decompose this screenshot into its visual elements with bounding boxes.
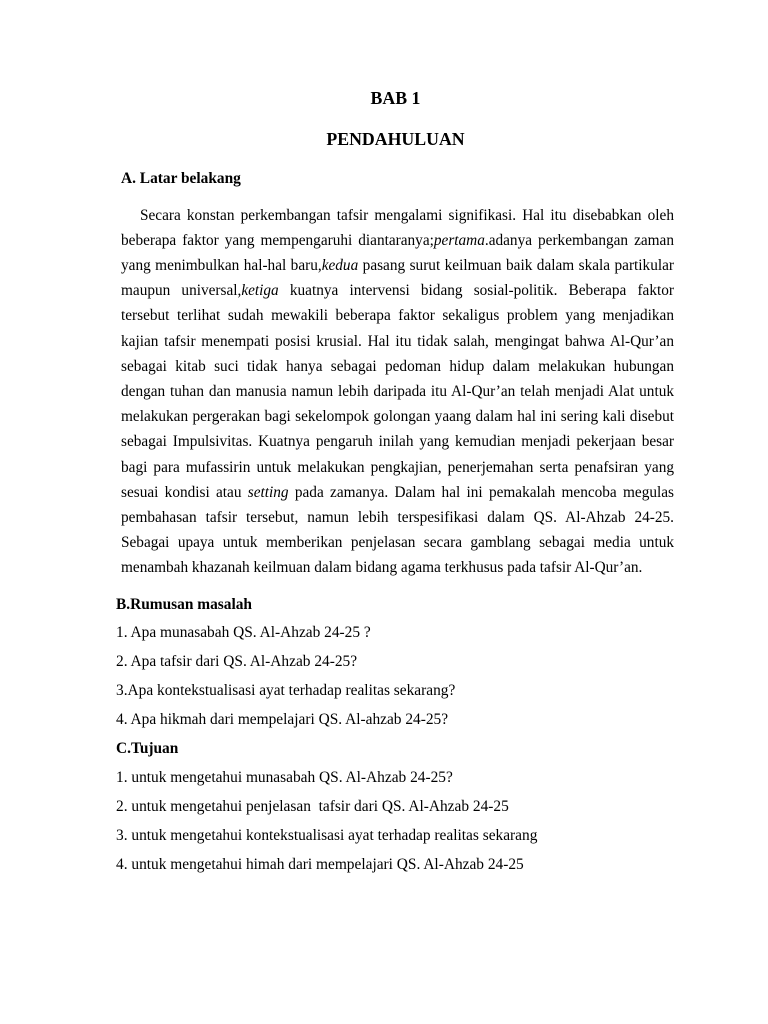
paragraph-text: .adanya perkembangan zaman [484, 231, 674, 249]
paragraph-line [121, 278, 674, 303]
paragraph-text: pada zamanya. Dalam hal ini pemakalah mencoba megulas [288, 483, 674, 501]
paragraph-line [121, 354, 674, 379]
list-item: 4. untuk mengetahui himah dari mempelajari QS. Al-Ahzab 24-25 [116, 855, 524, 873]
italic-term: ketiga [241, 282, 279, 300]
paragraph-line [121, 329, 674, 354]
paragraph-line [121, 228, 674, 253]
latar-belakang-paragraph [121, 203, 674, 581]
list-item: 4. Apa hikmah dari mempelajari QS. Al-ahzab 24-25? [116, 711, 449, 729]
paragraph-text: melakukan pergerakan bagi sekelompok golongan yaang dalam hal ini sering kali disebut [121, 408, 674, 426]
list-item: 3. untuk mengetahui kontekstualisasi ayat terhadap realitas sekarang [116, 826, 538, 844]
chapter-number: BAB 1 [370, 88, 421, 108]
paragraph-line [121, 505, 674, 530]
paragraph-line [121, 253, 674, 278]
paragraph-text: tersebut terlihat sudah mewakili beberapa faktor sekaligus problem yang menjadikan [121, 307, 674, 325]
paragraph-line [121, 455, 674, 480]
section-heading-latar-belakang: A. Latar belakang [121, 170, 241, 187]
section-tujuan [116, 735, 686, 879]
paragraph-text: yang menimbulkan hal-hal baru, [121, 256, 322, 274]
paragraph-text: Sebagai upaya untuk memberikan penjelasan secara gamblang sebagai media untuk [121, 534, 674, 552]
paragraph-line [121, 480, 674, 505]
paragraph-line [121, 379, 674, 404]
paragraph-line [121, 203, 674, 228]
paragraph-line [121, 429, 674, 454]
list-item: 2. untuk mengetahui penjelasan tafsir dari QS. Al-Ahzab 24-25 [116, 797, 509, 815]
paragraph-text: sebagai Impulsivitas. Kuatnya pengaruh inilah yang kemudian menjadi pekerjaan besar [121, 433, 674, 451]
lists-container [116, 591, 686, 880]
paragraph-text: kajian tafsir menempati posisi krusial. Hal itu tidak salah, mengingat bahwa Al-Qur’an [121, 332, 674, 350]
paragraph-text: pembahasan tafsir tersebut, namun lebih terspesifikasi dalam QS. Al-Ahzab 24-25. [121, 508, 674, 526]
section-heading-tujuan: C.Tujuan [116, 740, 179, 758]
section-rumusan-masalah [116, 591, 686, 735]
paragraph-text: pasang surut keilmuan baik dalam skala partikular [358, 256, 674, 274]
paragraph-line [121, 530, 674, 555]
list-item: 2. Apa tafsir dari QS. Al-Ahzab 24-25? [116, 653, 358, 671]
paragraph-text: sebagai kitab suci tidak hanya sebagai pedoman hidup dalam melakukan hubungan [121, 357, 674, 375]
paragraph-line [121, 404, 674, 429]
paragraph-text: menambah khazanah keilmuan dalam bidang agama terkhusus pada tafsir Al-Qur’an. [121, 559, 643, 577]
paragraph-text: Secara konstan perkembangan tafsir mengalami signifikasi. Hal itu disebabkan oleh [140, 206, 674, 224]
list-item: 1. Apa munasabah QS. Al-Ahzab 24-25 ? [116, 624, 371, 642]
list-item: 3.Apa kontekstualisasi ayat terhadap realitas sekarang? [116, 682, 456, 700]
list-item: 1. untuk mengetahui munasabah QS. Al-Ahzab 24-25? [116, 768, 453, 786]
paragraph-text: beberapa faktor yang mempengaruhi diantaranya; [121, 231, 434, 249]
section-heading-rumusan-masalah: B.Rumusan masalah [116, 595, 252, 613]
paragraph-text: maupun universal, [121, 282, 242, 300]
paragraph-line [121, 555, 674, 580]
paragraph-text: dengan tuhan dan manusia namun lebih daripada itu Al-Qur’an telah menjadi Alat untuk [121, 382, 674, 400]
paragraph-text: bagi para mufassirin untuk melakukan pengkajian, penerjemahan serta penafsiran yang [121, 458, 674, 476]
italic-term: kedua [321, 256, 359, 274]
italic-term: pertama [433, 231, 485, 249]
paragraph-line [121, 303, 674, 328]
chapter-title: PENDAHULUAN [326, 129, 465, 149]
italic-term: setting [247, 483, 289, 501]
paragraph-text: kuatnya intervensi bidang sosial-politik. Beberapa faktor [278, 282, 674, 300]
paragraph-text: sesuai kondisi atau [121, 483, 248, 501]
